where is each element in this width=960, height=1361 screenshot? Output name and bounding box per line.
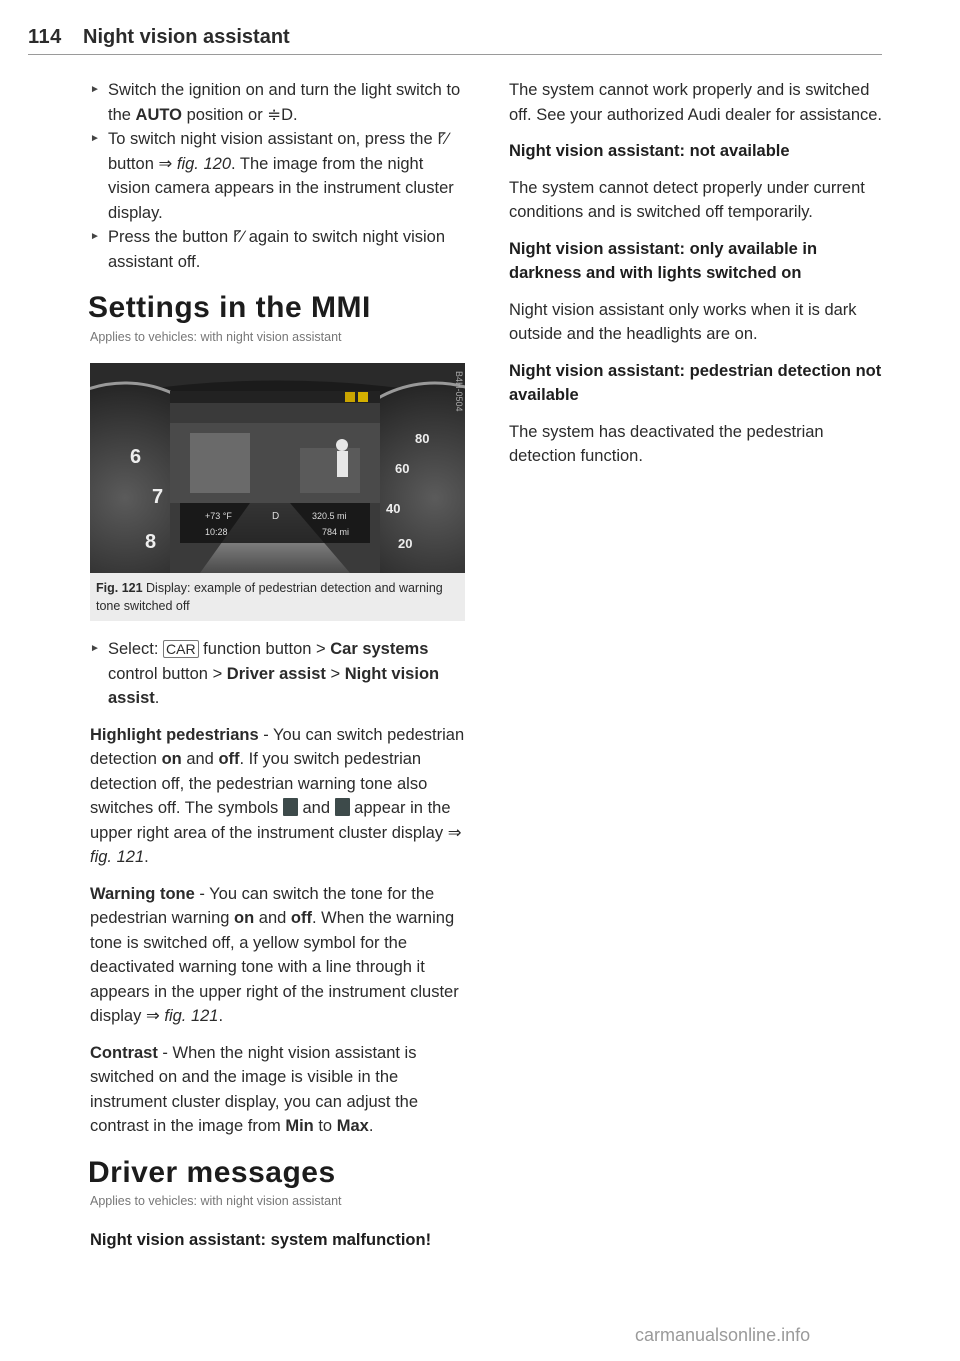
speed-label: 40 (386, 501, 401, 516)
page-header (28, 24, 882, 55)
figure-caption: Fig. 121 Display: example of pedestrian detection and warning tone switched off (90, 573, 465, 621)
car-function-button: CAR (163, 640, 199, 658)
message-heading: Night vision assistant: not available (509, 142, 790, 160)
left-column (90, 78, 465, 1264)
speed-label: 20 (398, 536, 413, 551)
warning-tone-paragraph: Warning tone - You can switch the tone for the pedestrian warning on and off. When the warning tone is switched off, a yellow symbol for the deactivated warning tone with a line through it appears in the upper right of the instrument cluster display ⇒ fig. 121. (90, 884, 459, 1025)
section-heading-driver-messages: Driver messages (88, 1155, 336, 1189)
message-heading: Night vision assistant: only available in darkness and with lights switched on (509, 239, 818, 282)
tach-label: 6 (130, 446, 142, 468)
pedestrian-detection-symbol (345, 392, 355, 402)
figure-reference[interactable]: ⇒ fig. 121 (90, 823, 462, 866)
instrument-cluster-figure (90, 363, 465, 573)
message-text: Night vision assistant only works when it is dark outside and the headlights are on. (509, 300, 857, 343)
chapter-title: Night vision assistant (83, 26, 290, 48)
message-heading-malfunction: Night vision assistant: system malfunction! (90, 1230, 432, 1249)
pedestrian-body (337, 451, 348, 477)
figure-reference[interactable]: ⇒ fig. 120 (158, 154, 232, 173)
speed-label: 80 (415, 431, 430, 446)
tach-label: 8 (145, 531, 157, 553)
contrast-paragraph: Contrast - When the night vision assistant is switched on and the image is visible in the instrument cluster display, you can adjust the contrast in the image from Min to Max. (90, 1043, 419, 1135)
watermark: carmanualsonline.info (635, 1325, 811, 1345)
message-heading: Night vision assistant: pedestrian detection not available (509, 361, 882, 404)
instruction-bullet: ► Switch the ignition on and turn the light switch to the AUTO position or ≑D. (90, 78, 465, 127)
warning-symbol-icon (335, 798, 350, 816)
cluster-odometer-trip: 320.5 mi (312, 511, 347, 521)
pedestrian-head (336, 439, 348, 451)
cluster-odometer-total: 784 mi (322, 527, 350, 537)
message-text: The system cannot detect properly under current conditions and is switched off temporarily. (509, 178, 865, 221)
message-text: The system cannot work properly and is switched off. See your authorized Audi dealer for assistance. (509, 81, 883, 124)
menu-path-instruction: ► Select: CAR function button > Car systems control button > Driver assist > Night vision assist. (90, 637, 465, 711)
night-vision-button-icon: ⹍∕ (437, 130, 449, 148)
highlight-pedestrians-paragraph: Highlight pedestrians - You can switch pedestrian detection on and off. If you switch pedestrian detection off, the pedestrian warning tone also switches off. The symbols and appear in the upper right area of the instrument cluster display ⇒ fig. 121. (90, 725, 465, 866)
right-column (509, 78, 884, 481)
night-vision-button-icon: ⹍∕ (232, 228, 245, 246)
cluster-gear: D (272, 511, 280, 522)
instruction-bullet: ► Press the button ⹍∕ again to switch night vision assistant off. (90, 225, 465, 274)
cluster-time: 10:28 (205, 527, 228, 537)
figure-reference[interactable]: ⇒ fig. 121 (145, 1007, 219, 1025)
pedestrian-symbol-icon (283, 798, 298, 816)
instrument-cluster-image (90, 363, 465, 573)
message-text: The system has deactivated the pedestrian detection function. (509, 422, 824, 465)
cluster-temperature: +73 °F (205, 511, 232, 521)
section-heading-settings: Settings in the MMI (88, 291, 371, 324)
applies-note: Applies to vehicles: with night vision assistant (90, 1194, 342, 1208)
tach-label: 7 (152, 486, 164, 508)
speed-label: 60 (395, 461, 410, 476)
applies-note: Applies to vehicles: with night vision assistant (90, 329, 342, 344)
warning-tone-off-symbol (358, 392, 368, 402)
page-number: 114 (28, 26, 62, 48)
instruction-bullet: ► To switch night vision assistant on, press the ⹍∕ button ⇒ fig. 120. The image from the night vision camera appears in the instrument cluster display. (90, 127, 465, 225)
figure-code: B4H-0504 (454, 371, 464, 412)
